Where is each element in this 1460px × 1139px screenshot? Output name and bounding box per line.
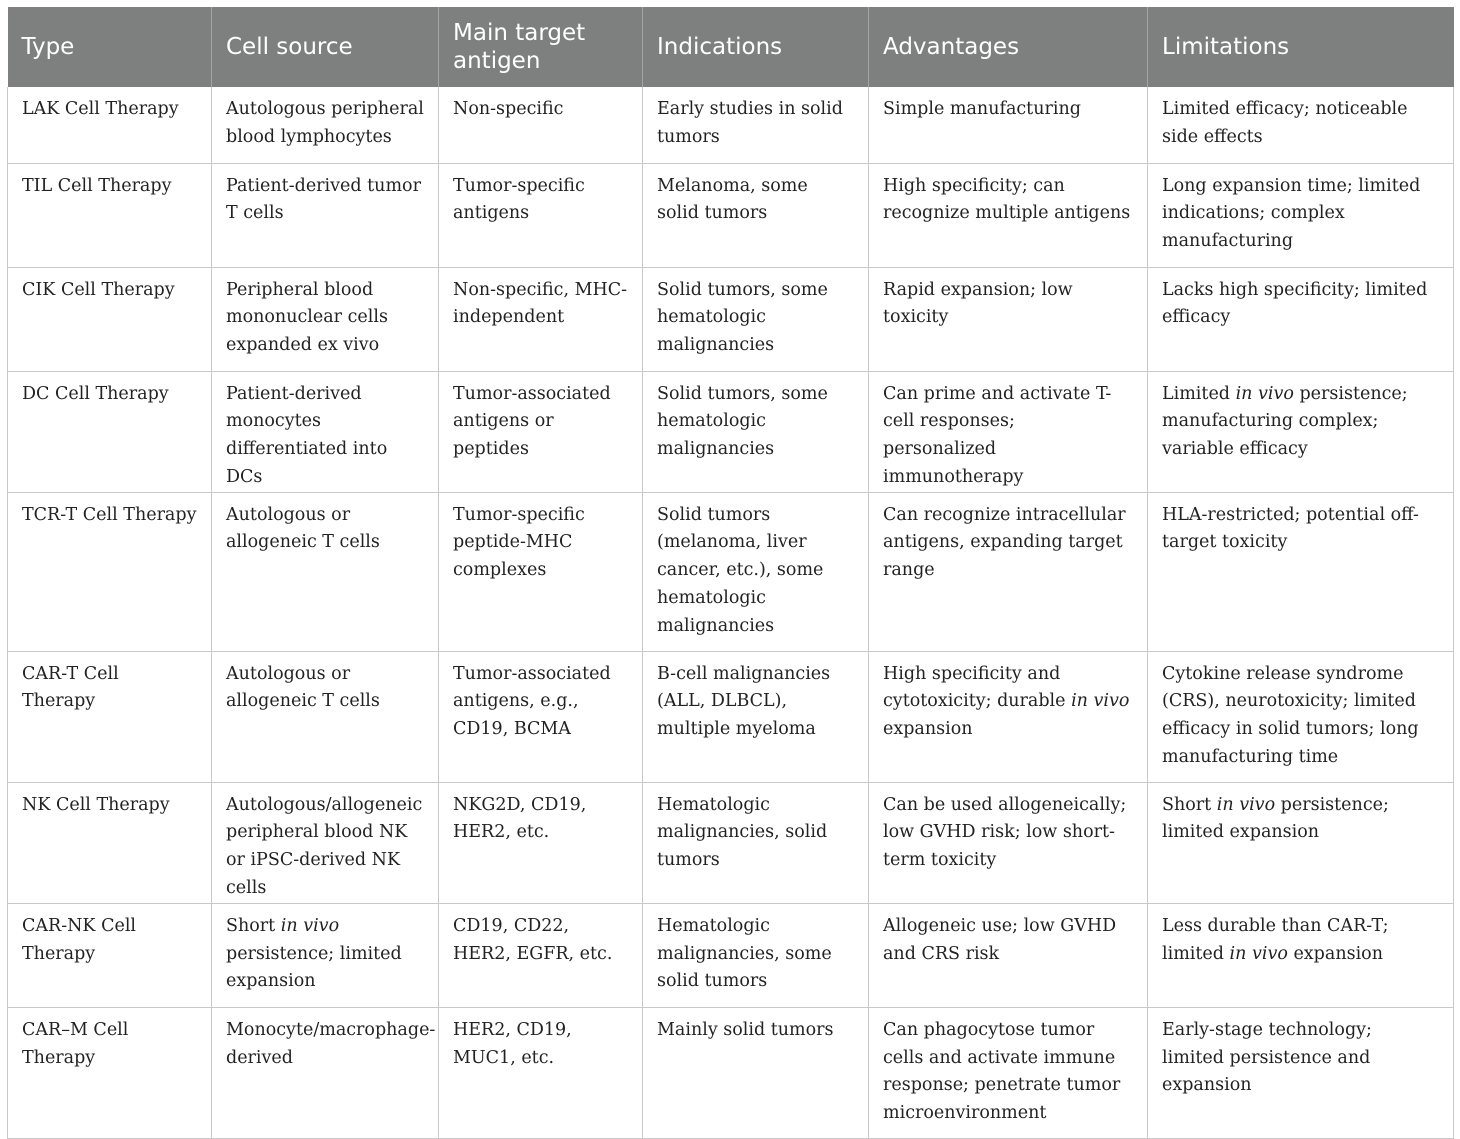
cell-limitations — [1148, 782, 1454, 903]
cell-type: CAR–M Cell Therapy — [8, 1007, 212, 1138]
cell-source: Autologous/allogeneic peripheral blood NK or iPSC-derived NK cells — [212, 782, 439, 903]
italic-in-vivo: in vivo — [1071, 691, 1130, 712]
cell-type: NK Cell Therapy — [8, 782, 212, 903]
cell-antigen: Tumor-associated antigens or peptides — [439, 371, 643, 492]
cell-advantages: Can phagocytose tumor cells and activate immune response; penetrate tumor microenvironment — [869, 1007, 1148, 1138]
cell-limitations: Limited efficacy; noticeable side effects — [1148, 87, 1454, 163]
cell-antigen: CD19, CD22, HER2, EGFR, etc. — [439, 903, 643, 1007]
cell-indications: Solid tumors, some hematologic malignancies — [643, 267, 869, 371]
cell-advantages: Can prime and activate T-cell responses; personalized immunotherapy — [869, 371, 1148, 492]
cell-advantages: Simple manufacturing — [869, 87, 1148, 163]
cell-source: Autologous peripheral blood lymphocytes — [212, 87, 439, 163]
header-limitations: Limitations — [1148, 7, 1454, 87]
table-row-tcr-t — [8, 492, 1454, 651]
cell-limitations: Early-stage technology; limited persistence and expansion — [1148, 1007, 1454, 1138]
text-segment: Less durable than CAR-T; limited — [1162, 915, 1389, 964]
cell-indications: Solid tumors (melanoma, liver cancer, etc.), some hematologic malignancies — [643, 492, 869, 651]
cell-type: TCR-T Cell Therapy — [8, 492, 212, 651]
cell-type: CAR-T Cell Therapy — [8, 651, 212, 782]
cell-advantages: Can recognize intracellular antigens, expanding target range — [869, 492, 1148, 651]
cell-antigen: Non-specific, MHC-independent — [439, 267, 643, 371]
cell-indications: Solid tumors, some hematologic malignancies — [643, 371, 869, 492]
cell-source: Autologous or allogeneic T cells — [212, 492, 439, 651]
text-segment: persistence; limited expansion — [1162, 794, 1389, 843]
cell-type: TIL Cell Therapy — [8, 163, 212, 267]
table-body — [8, 87, 1454, 1138]
cell-antigen: Tumor-specific antigens — [439, 163, 643, 267]
cell-indications: Hematologic malignancies, some solid tumors — [643, 903, 869, 1007]
cell-type: LAK Cell Therapy — [8, 87, 212, 163]
table-header — [8, 7, 1454, 87]
cell-type: CAR-NK Cell Therapy — [8, 903, 212, 1007]
header-cell-source: Cell source — [212, 7, 439, 87]
cell-indications: B-cell malignancies (ALL, DLBCL), multiple myeloma — [643, 651, 869, 782]
italic-in-vivo: in vivo — [280, 915, 340, 936]
table-row-dc — [8, 371, 1454, 492]
cell-limitations: Cytokine release syndrome (CRS), neurotoxicity; limited efficacy in solid tumors; long manufacturing time — [1148, 651, 1454, 782]
text-segment: expansion — [1287, 943, 1383, 964]
cell-advantages: Rapid expansion; low toxicity — [869, 267, 1148, 371]
cell-advantages: Allogeneic use; low GVHD and CRS risk — [869, 903, 1148, 1007]
cell-indications: Mainly solid tumors — [643, 1007, 869, 1138]
cell-antigen: NKG2D, CD19, HER2, etc. — [439, 782, 643, 903]
cell-type: DC Cell Therapy — [8, 371, 212, 492]
text-segment: Short — [226, 915, 281, 936]
cell-source — [212, 903, 439, 1007]
header-indications: Indications — [643, 7, 869, 87]
header-advantages: Advantages — [869, 7, 1148, 87]
cell-source: Autologous or allogeneic T cells — [212, 651, 439, 782]
cell-indications: Melanoma, some solid tumors — [643, 163, 869, 267]
cell-antigen: Tumor-associated antigens, e.g., CD19, BCMA — [439, 651, 643, 782]
cell-antigen: Tumor-specific peptide-MHC complexes — [439, 492, 643, 651]
cell-type: CIK Cell Therapy — [8, 267, 212, 371]
cell-advantages: Can be used allogeneically; low GVHD risk; low short-term toxicity — [869, 782, 1148, 903]
italic-in-vivo: in vivo — [1229, 943, 1288, 964]
cell-indications: Early studies in solid tumors — [643, 87, 869, 163]
table-row-cik — [8, 267, 1454, 371]
header-row — [8, 7, 1454, 87]
cell-limitations: Long expansion time; limited indications; complex manufacturing — [1148, 163, 1454, 267]
cell-source: Peripheral blood mononuclear cells expanded ex vivo — [212, 267, 439, 371]
italic-in-vivo: in vivo — [1235, 383, 1294, 404]
cell-limitations — [1148, 903, 1454, 1007]
header-type: Type — [8, 7, 212, 87]
table-row-car-nk — [8, 903, 1454, 1007]
table-row-car-t — [8, 651, 1454, 782]
table-row-lak — [8, 87, 1454, 163]
cell-antigen: Non-specific — [439, 87, 643, 163]
cell-antigen: HER2, CD19, MUC1, etc. — [439, 1007, 643, 1138]
table-row-til — [8, 163, 1454, 267]
cell-advantages — [869, 651, 1148, 782]
cell-source: Monocyte/macrophage-derived — [212, 1007, 439, 1138]
text-segment: Short — [1162, 794, 1217, 815]
header-main-target-antigen: Main target antigen — [439, 7, 643, 87]
text-segment: expansion — [883, 719, 973, 740]
text-segment: persistence; manufacturing complex; variable efficacy — [1162, 383, 1408, 460]
table-row-nk — [8, 782, 1454, 903]
italic-in-vivo: in vivo — [1216, 794, 1276, 815]
cell-therapy-table — [7, 7, 1454, 1139]
text-segment: persistence; limited expansion — [226, 943, 402, 992]
text-segment: High specificity and cytotoxicity; durable — [883, 663, 1072, 712]
cell-limitations: HLA-restricted; potential off-target toxicity — [1148, 492, 1454, 651]
cell-indications: Hematologic malignancies, solid tumors — [643, 782, 869, 903]
table-row-car-m — [8, 1007, 1454, 1138]
cell-source: Patient-derived tumor T cells — [212, 163, 439, 267]
cell-limitations — [1148, 371, 1454, 492]
cell-advantages: High specificity; can recognize multiple antigens — [869, 163, 1148, 267]
cell-limitations: Lacks high specificity; limited efficacy — [1148, 267, 1454, 371]
cell-source: Patient-derived monocytes differentiated into DCs — [212, 371, 439, 492]
text-segment: Limited — [1162, 383, 1236, 404]
